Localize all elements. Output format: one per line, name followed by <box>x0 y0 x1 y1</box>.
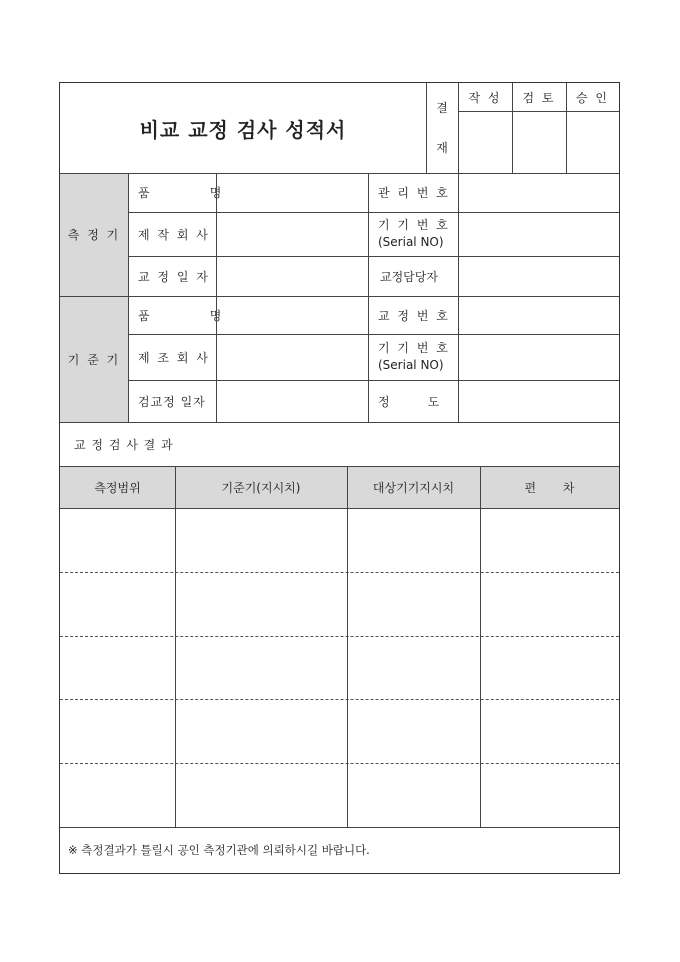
approval-sign-approver[interactable] <box>566 111 619 173</box>
reference-serial-line2: (Serial NO) <box>378 358 444 372</box>
rule <box>566 83 567 173</box>
results-header-target-reading: 대상기기지시치 <box>372 480 455 495</box>
rule <box>128 256 619 257</box>
reference-calibration-no-field[interactable] <box>458 296 619 334</box>
measuring-calibration-date-field[interactable] <box>216 256 368 296</box>
rule <box>60 422 619 423</box>
approval-label-bottom: 재 <box>436 140 448 155</box>
rule <box>368 173 369 422</box>
dashed-rule <box>60 763 619 764</box>
reference-product-name-field[interactable] <box>216 296 368 334</box>
footnote: ※ 측정결과가 틀릴시 공인 측정기관에 의뢰하시길 바랍니다. <box>68 843 370 857</box>
reference-calibration-no-label: 교 정 번 호 <box>378 308 450 323</box>
dashed-rule <box>60 699 619 700</box>
approval-sign-writer[interactable] <box>458 111 512 173</box>
measuring-product-name-field[interactable] <box>216 173 368 212</box>
results-header-range: 측정범위 <box>94 480 141 495</box>
measuring-serial-label <box>368 212 458 256</box>
approval-col-approver: 승 인 <box>576 90 609 105</box>
reference-manufacturer-field[interactable] <box>216 334 368 380</box>
measuring-calibration-date-label: 교 정 일 자 <box>138 269 210 284</box>
measuring-serial-field[interactable] <box>458 212 619 256</box>
reference-manufacturer-label: 제 조 회 사 <box>138 350 210 365</box>
document-title: 비교 교정 검사 성적서 <box>139 117 347 142</box>
rule <box>216 173 217 422</box>
table-row[interactable] <box>60 636 619 699</box>
rule <box>347 466 348 827</box>
dashed-rule <box>60 572 619 573</box>
dashed-rule <box>60 636 619 637</box>
reference-serial-field[interactable] <box>458 334 619 380</box>
measuring-calibrator-field[interactable] <box>458 256 619 296</box>
measuring-manufacturer-field[interactable] <box>216 212 368 256</box>
results-header-deviation: 편 차 <box>524 480 575 495</box>
measuring-management-no-label: 관 리 번 호 <box>378 186 450 200</box>
rule <box>426 83 427 173</box>
reference-inspection-date-label: 검교정 일자 <box>138 394 206 409</box>
rule <box>175 466 176 827</box>
rule <box>458 173 459 422</box>
table-row[interactable] <box>60 699 619 763</box>
rule <box>458 111 619 112</box>
rule <box>128 173 129 422</box>
rule <box>128 380 619 381</box>
rule <box>458 83 459 173</box>
rule <box>60 466 619 467</box>
rule <box>60 827 619 828</box>
measuring-manufacturer-label: 제 작 회 사 <box>138 227 210 242</box>
approval-sign-reviewer[interactable] <box>512 111 566 173</box>
approval-label-top: 결 <box>436 100 448 115</box>
approval-col-writer: 작 성 <box>468 90 502 105</box>
rule <box>512 83 513 173</box>
reference-accuracy-label: 정 도 <box>378 394 440 409</box>
reference-inspection-date-field[interactable] <box>216 380 368 422</box>
approval-col-reviewer: 검 토 <box>522 90 556 105</box>
measuring-serial-line1: 기 기 번 호 <box>378 218 450 232</box>
calibration-certificate-form <box>59 82 620 874</box>
measuring-serial-line2: (Serial NO) <box>378 235 444 249</box>
measuring-management-no-field[interactable] <box>458 173 619 212</box>
table-row[interactable] <box>60 572 619 636</box>
rule <box>60 508 619 509</box>
measuring-group-label: 측 정 기 <box>67 228 121 242</box>
reference-serial-label <box>368 334 458 380</box>
measuring-product-name-label: 품 명 <box>138 186 224 200</box>
rule <box>128 334 619 335</box>
measuring-calibrator-label: 교정담당자 <box>380 269 438 284</box>
reference-accuracy-field[interactable] <box>458 380 619 422</box>
rule <box>60 173 619 174</box>
table-row[interactable] <box>60 763 619 827</box>
reference-product-name-label: 품 명 <box>138 308 224 323</box>
reference-serial-line1: 기 기 번 호 <box>378 341 450 355</box>
rule <box>128 212 619 213</box>
results-section-title: 교 정 검 사 결 과 <box>74 437 174 452</box>
table-row[interactable] <box>60 508 619 572</box>
rule <box>480 466 481 827</box>
reference-group-label: 기 준 기 <box>67 352 121 367</box>
rule <box>60 296 619 297</box>
results-header-reference-reading: 기준기(지시치) <box>221 480 301 495</box>
